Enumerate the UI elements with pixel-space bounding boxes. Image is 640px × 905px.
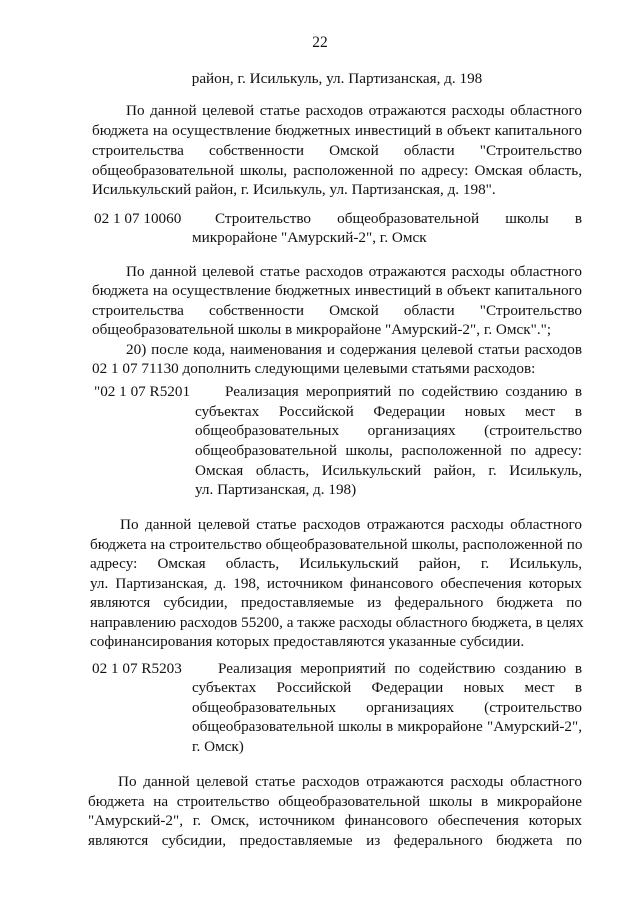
text-line: направлению расходов 55200, а также расходы областного бюджета, в целях	[90, 614, 584, 631]
entry-text-line: ул. Партизанская, д. 198)	[195, 481, 357, 498]
entry-text-line: общеобразовательной школы в микрорайоне "Амурский-2",	[192, 718, 582, 735]
text-line: 20) после кода, наименования и содержания целевой статьи расходов	[126, 341, 582, 358]
entry-text-line: Реализация мероприятий по содействию созданию в	[218, 660, 582, 677]
entry-text-line: общеобразовательных организациях (строительство	[195, 422, 582, 439]
entry-text-line: Строительство общеобразовательной школы в	[215, 210, 582, 227]
text-line: общеобразовательной школы, расположенной по адресу: Омская область,	[92, 162, 582, 179]
budget-code: "02 1 07 R5201	[94, 383, 191, 400]
entry-text-line: Реализация мероприятий по содействию созданию в	[225, 383, 582, 400]
page-number: 22	[312, 34, 328, 51]
text-line: По данной целевой статье расходов отражаются расходы областного	[120, 516, 582, 533]
entry-text-line: общеобразовательной школы, расположенной по адресу:	[195, 442, 582, 459]
text-line: ул. Партизанская, д. 198, источником финансового обеспечения которых	[90, 575, 582, 592]
entry-text-line: Омская область, Исилькульский район, г. Исилькуль,	[195, 462, 582, 479]
text-line: По данной целевой статье расходов отражаются расходы областного	[118, 773, 582, 790]
text-line: 02 1 07 71130 дополнить следующими целевыми статьями расходов:	[92, 360, 536, 377]
entry-text-line: субъектах Российской Федерации новых мест в	[195, 403, 582, 420]
text-line: Исилькульский район, г. Исилькуль, ул. Партизанская, д. 198".	[92, 181, 496, 198]
entry-text-line: микрорайоне "Амурский-2", г. Омск	[192, 229, 427, 246]
text-line: бюджета на осуществление бюджетных инвестиций в объект капитального	[92, 282, 582, 299]
text-line: бюджета на строительство общеобразовательной школы в микрорайоне	[88, 793, 582, 810]
text-line: строительства собственности Омской области "Строительство	[92, 142, 582, 159]
text-line: являются субсидии, предоставляемые из федерального бюджета по	[88, 832, 582, 849]
text-line: "Амурский-2", г. Омск, источником финансового обеспечения которых	[88, 812, 582, 829]
text-line: общеобразовательной школы в микрорайоне "Амурский-2", г. Омск".";	[92, 321, 552, 338]
text-line: По данной целевой статье расходов отражаются расходы областного	[126, 263, 582, 280]
entry-text-line: г. Омск)	[192, 738, 244, 755]
budget-code: 02 1 07 10060	[94, 210, 182, 227]
text-line: являются субсидии, предоставляемые из федерального бюджета по	[90, 594, 582, 611]
entry-text-line: общеобразовательных организациях (строительство	[192, 699, 582, 716]
header-line: район, г. Исилькуль, ул. Партизанская, д. 198	[191, 70, 483, 87]
text-line: бюджета на строительство общеобразовательной школы, расположенной по	[90, 536, 583, 553]
text-line: адресу: Омская область, Исилькульский район, г. Исилькуль,	[90, 555, 582, 572]
text-line: строительства собственности Омской области "Строительство	[92, 302, 582, 319]
text-line: бюджета на осуществление бюджетных инвестиций в объект капитального	[92, 122, 582, 139]
budget-code: 02 1 07 R5203	[92, 660, 182, 677]
entry-text-line: субъектах Российской Федерации новых мест в	[192, 679, 582, 696]
text-line: софинансирования которых предоставляются указанные субсидии.	[90, 633, 525, 650]
text-line: По данной целевой статье расходов отражаются расходы областного	[126, 102, 582, 119]
